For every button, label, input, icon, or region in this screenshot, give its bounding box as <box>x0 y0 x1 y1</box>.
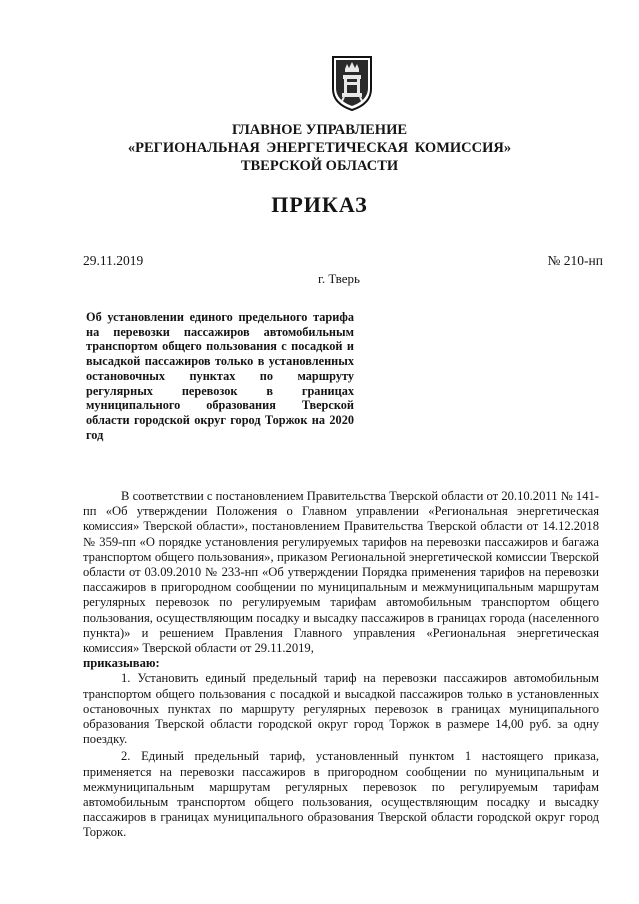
order-number: № 210-нп <box>547 253 603 268</box>
decree-word: приказываю: <box>83 656 160 671</box>
order-item-1: 1. Установить единый предельный тариф на перевозки пассажиров автомобильным транспортом общего пользования с посадкой и высадкой пассажиров только в установленных остановочных пунктах по маршруту регулярных перевозок в границах муниципального образования Тверской области городской округ город Торжок в размере 14,00 руб. за одну поездку. <box>83 671 599 747</box>
order-city: г. Тверь <box>318 271 360 286</box>
document-type-title: ПРИКАЗ <box>271 192 368 217</box>
department-name-line1: ГЛАВНОЕ УПРАВЛЕНИЕ <box>231 122 408 138</box>
department-name-line3: ТВЕРСКОЙ ОБЛАСТИ <box>240 158 399 174</box>
department-name-line2: «РЕГИОНАЛЬНАЯ ЭНЕРГЕТИЧЕСКАЯ КОМИССИЯ» <box>127 140 512 156</box>
order-subject: Об установлении единого предельного тарифа на перевозки пассажиров автомобильным транспортом общего пользования с посадкой и высадкой пассажиров только в установленных остановочных пунктах по маршруту регулярных перевозок в границах муниципального образования Тверской области городской округ город Торжок на 2020 год <box>86 310 354 442</box>
coat-of-arms-icon <box>331 55 373 111</box>
order-date: 29.11.2019 <box>83 253 144 268</box>
order-item-2: 2. Единый предельный тариф, установленный пунктом 1 настоящего приказа, применяется на перевозки пассажиров в пригородном сообщении по муниципальным и межмуниципальным маршрутам регулярных перевозок по регулируемым тарифам автомобильным транспортом общего пользования, осуществляющим посадку и высадку пассажиров в границах муниципального образования Тверской области городской округ город Торжок. <box>83 749 599 840</box>
order-body <box>83 489 599 841</box>
preamble-paragraph: В соответствии с постановлением Правительства Тверской области от 20.10.2011 № 141-пп «Об утверждении Положения о Главном управлении «Региональная энергетическая комиссия» Тверской области», постановлением Правительства Тверской области от 14.12.2018 № 359-пп «О порядке установления регулируемых тарифов на перевозки пассажиров и багажа транспортом общего пользования», приказом Региональной энергетической комиссии Тверской области от 03.09.2010 № 233-нп «Об утверждении Порядка применения тарифов на перевозки пассажиров в пригородном сообщении по муниципальным и межмуниципальным маршрутам регулярных перевозок по регулируемым тарифам автомобильным транспортом общего пользования, осуществляющим посадку и высадку пассажиров в границах города (населенного пункта)» и решением Правления Главного управления «Региональная энергетическая комиссия» Тверской области от 29.11.2019, <box>83 489 599 656</box>
